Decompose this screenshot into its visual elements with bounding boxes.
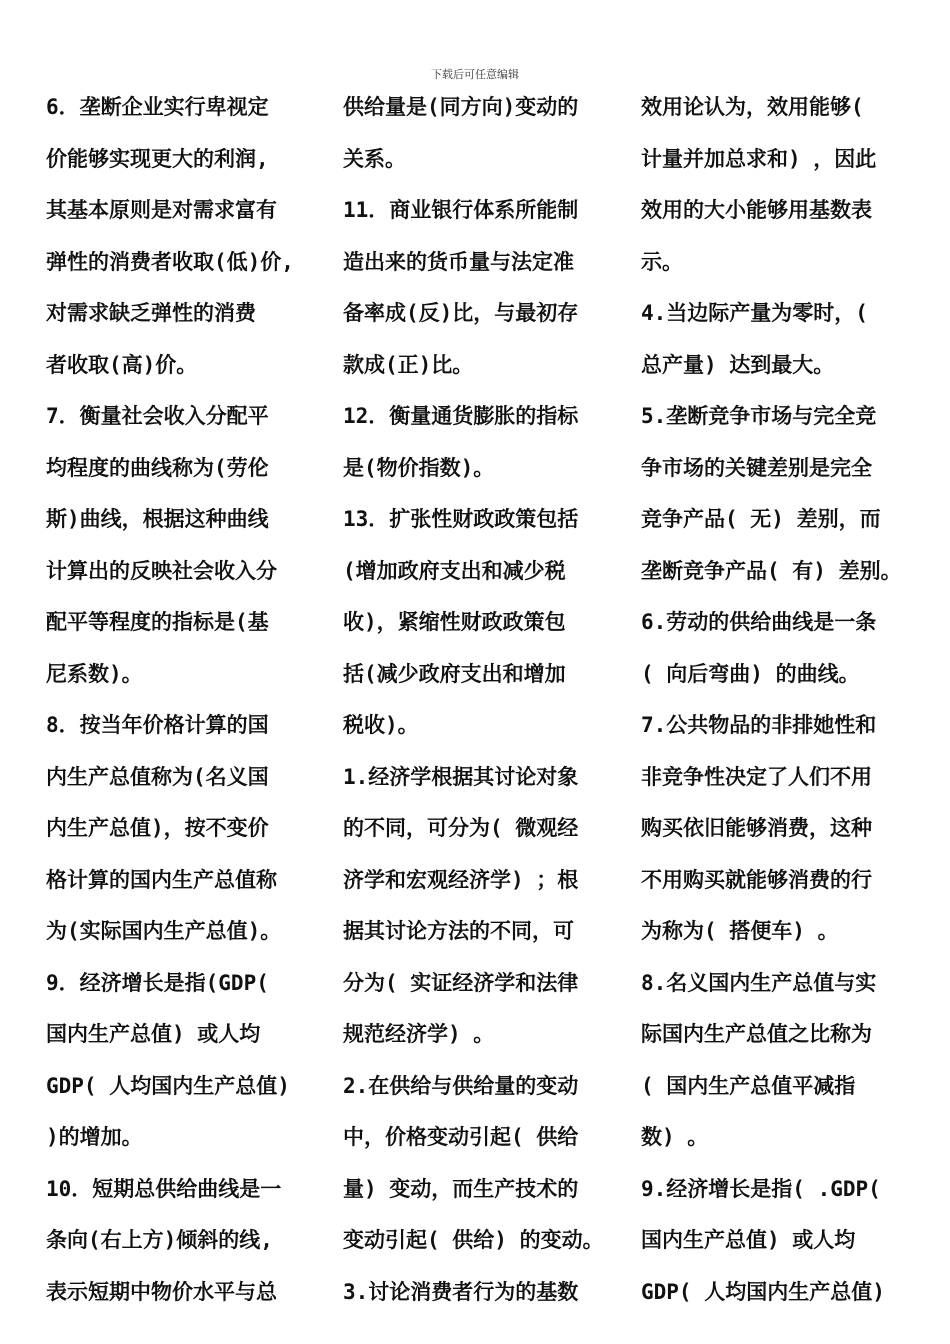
- text-line: 的不同，可分为( 微观经: [343, 816, 579, 840]
- text-line: 计量并加总求和) ，因此: [641, 146, 877, 171]
- text-line: 10．短期总供给曲线是一: [46, 1176, 282, 1201]
- text-line: 条向(右上方)倾斜的线,: [46, 1228, 273, 1252]
- text-line: 规范经济学) 。: [343, 1022, 495, 1046]
- text-line: 表示短期中物价水平与总: [46, 1279, 277, 1304]
- text-column-1: [46, 82, 316, 1318]
- text-line: )的增加。: [46, 1125, 143, 1149]
- text-line: 均程度的曲线称为(劳伦: [46, 455, 269, 480]
- text-line: 格计算的国内生产总值称: [46, 867, 277, 892]
- text-line: 6.劳动的供给曲线是一条: [641, 610, 877, 634]
- text-line: 造出来的货币量与法定准: [343, 249, 574, 274]
- text-line: 效用论认为，效用能够(: [641, 95, 864, 119]
- text-line: 不用购买就能够消费的行: [641, 867, 872, 892]
- text-line: 13．扩张性财政政策包括: [343, 507, 579, 531]
- text-line: 为(实际国内生产总值)。: [46, 919, 282, 943]
- text-line: 8．按当年价格计算的国: [46, 713, 269, 737]
- text-line: 计算出的反映社会收入分: [46, 558, 277, 583]
- text-line: 总产量) 达到最大。: [641, 352, 835, 377]
- text-line: 7．衡量社会收入分配平: [46, 404, 269, 428]
- text-line: 非竞争性决定了人们不用: [641, 764, 872, 789]
- text-line: 9.经济增长是指( .GDP(: [641, 1176, 881, 1201]
- text-line: 内生产总值称为(名义国: [46, 764, 269, 789]
- text-line: 9．经济增长是指(GDP(: [46, 970, 269, 995]
- text-line: 购买依旧能够消费，这种: [641, 816, 872, 840]
- text-line: 斯)曲线，根据这种曲线: [46, 507, 269, 531]
- text-line: 11．商业银行体系所能制: [343, 198, 579, 222]
- text-line: 7.公共物品的非排她性和: [641, 713, 877, 737]
- text-line: 济学和宏观经济学) ；根: [343, 867, 579, 892]
- text-line: 税收)。: [343, 713, 419, 737]
- text-line: (增加政府支出和减少税: [343, 558, 566, 583]
- text-line: 价能够实现更大的利润,: [46, 146, 269, 171]
- text-line: 5.垄断竞争市场与完全竞: [641, 404, 877, 428]
- text-column-2: [343, 82, 618, 1318]
- text-line: 其基本原则是对需求富有: [46, 198, 277, 222]
- text-line: 4.当边际产量为零时，(: [641, 301, 868, 325]
- text-line: 竞争产品( 无) 差别，而: [641, 507, 881, 531]
- text-line: 国内生产总值) 或人均: [46, 1022, 261, 1046]
- text-line: 1.经济学根据其讨论对象: [343, 764, 579, 789]
- text-line: 据其讨论方法的不同，可: [343, 919, 574, 943]
- text-line: 国内生产总值) 或人均: [641, 1228, 856, 1252]
- text-line: 关系。: [343, 146, 406, 171]
- text-line: 2.在供给与供给量的变动: [343, 1073, 579, 1098]
- text-line: 对需求缺乏弹性的消费: [46, 301, 256, 325]
- text-line: 垄断竞争产品( 有) 差别。: [641, 558, 902, 583]
- text-line: 备率成(反)比，与最初存: [343, 301, 579, 325]
- text-line: 供给量是(同方向)变动的: [343, 95, 579, 119]
- text-line: 8.名义国内生产总值与实: [641, 970, 877, 995]
- text-line: 效用的大小能够用基数表: [641, 198, 872, 222]
- text-line: 量) 变动，而生产技术的: [343, 1176, 579, 1201]
- text-line: ( 向后弯曲) 的曲线。: [641, 661, 860, 686]
- text-line: 尼系数)。: [46, 661, 143, 686]
- text-line: 变动引起( 供给) 的变动。: [343, 1228, 604, 1252]
- text-line: 12．衡量通货膨胀的指标: [343, 404, 579, 428]
- text-line: 弹性的消费者收取(低)价,: [46, 249, 294, 274]
- text-line: 分为( 实证经济学和法律: [343, 970, 579, 995]
- text-line: 配平等程度的指标是(基: [46, 610, 269, 634]
- text-line: 6．垄断企业实行卑视定: [46, 95, 269, 119]
- page-header: 下载后可任意编辑: [431, 68, 519, 81]
- text-line: 收)，紧缩性财政政策包: [343, 610, 566, 634]
- text-line: 3.讨论消费者行为的基数: [343, 1279, 579, 1304]
- text-line: 为称为( 搭便车) 。: [641, 919, 839, 943]
- text-line: 内生产总值)，按不变价: [46, 816, 269, 840]
- text-line: 款成(正)比。: [343, 352, 474, 377]
- text-line: 争市场的关键差别是完全: [641, 455, 872, 480]
- text-line: GDP( 人均国内生产总值): [46, 1073, 290, 1098]
- text-line: 中，价格变动引起( 供给: [343, 1125, 579, 1149]
- text-line: 者收取(高)价。: [46, 352, 198, 377]
- text-line: 数) 。: [641, 1125, 709, 1149]
- text-line: 括(减少政府支出和增加: [343, 661, 566, 686]
- text-line: 是(物价指数)。: [343, 455, 495, 480]
- text-line: 示。: [641, 249, 683, 274]
- text-line: ( 国内生产总值平减指: [641, 1073, 856, 1098]
- text-column-3: [641, 82, 926, 1318]
- text-line: GDP( 人均国内生产总值): [641, 1279, 885, 1304]
- text-line: 际国内生产总值之比称为: [641, 1022, 872, 1046]
